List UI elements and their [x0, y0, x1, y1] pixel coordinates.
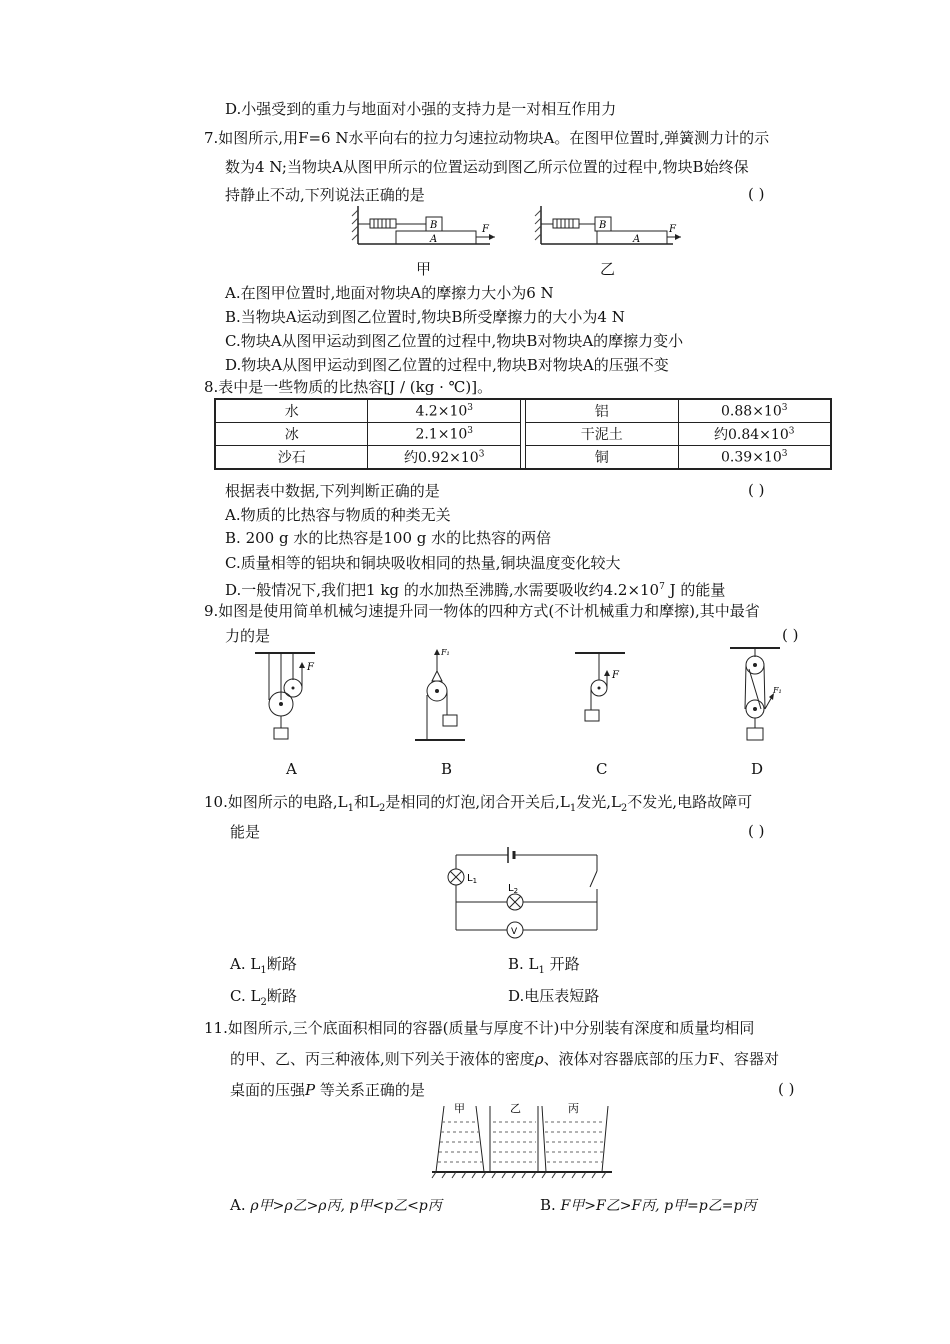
table-cell: $0.88\times 10^3$	[678, 399, 831, 423]
q11-option-b: B. F甲>F乙>F丙, p甲=p乙=p丙	[540, 1196, 757, 1214]
q8-question: 根据表中数据,下列判断正确的是	[225, 482, 440, 500]
table-cell: 干泥土	[526, 423, 678, 446]
table-cell: 铝	[526, 399, 678, 423]
q9-figure-c	[575, 650, 635, 740]
q11-containers-figure	[432, 1100, 614, 1180]
table-cell: 水	[215, 399, 368, 423]
q9-answer-paren: ( )	[782, 626, 799, 644]
q9-figure-a	[255, 650, 325, 745]
q9-label-b: B	[441, 760, 453, 778]
q8-answer-paren: ( )	[748, 481, 765, 499]
q7-option-b: B.当物块A运动到图乙位置时,物块B所受摩擦力的大小为4 N	[225, 308, 625, 326]
table-cell: 冰	[215, 423, 368, 446]
lamp-l1-label: $L_1$	[467, 873, 478, 885]
lamp-l2-label: $L_2$	[508, 883, 519, 895]
q7-jia-label-f: F	[482, 224, 489, 235]
table-cell: 沙石	[215, 446, 368, 470]
specific-heat-table	[214, 398, 832, 470]
q8-stem: 8.表中是一些物质的比热容[J / (kg · ℃)]。	[204, 378, 493, 396]
svg-text:F₁: F₁	[441, 648, 450, 657]
q11-stem-line2: 的甲、乙、丙三种液体,则下列关于液体的密度ρ、液体对容器底部的压力F、容器对	[230, 1050, 780, 1068]
container-jia-label: 甲	[454, 1102, 465, 1115]
q7-figure-jia	[350, 204, 500, 254]
table-cell: 约$0.84\times 10^3$	[678, 423, 831, 446]
table-cell: $0.39\times 10^3$	[678, 446, 831, 470]
q10-option-d: D.电压表短路	[508, 987, 600, 1005]
q7-stem-line1: 7.如图所示,用F=6 N水平向右的拉力匀速拉动物块A。在图甲位置时,弹簧测力计的示	[204, 129, 770, 147]
q9-figure-b	[415, 645, 475, 745]
q7-figure-jia-caption: 甲	[416, 260, 432, 278]
q10-answer-paren: ( )	[748, 822, 765, 840]
q9-figure-d	[725, 645, 785, 745]
q11-option-a: A. ρ甲>ρ乙>ρ丙, p甲<p乙<p丙	[230, 1196, 442, 1214]
table-row	[215, 423, 831, 446]
q7-stem-line2: 数为4 N;当物块A从图甲所示的位置运动到图乙所示位置的过程中,物块B始终保	[225, 158, 749, 176]
q7-yi-label-a: A	[633, 234, 641, 245]
q9-stem-line1: 9.如图是使用简单机械匀速提升同一物体的四种方式(不计机械重力和摩擦),其中最省	[204, 602, 760, 620]
svg-text:F: F	[612, 670, 619, 681]
table-cell: 约$0.92\times 10^3$	[368, 446, 520, 470]
q7-yi-label-f: F	[669, 224, 676, 235]
q10-circuit-diagram	[440, 845, 615, 945]
q7-figure-yi	[533, 204, 683, 254]
q9-label-a: A	[286, 760, 297, 778]
container-bing-label: 丙	[568, 1102, 579, 1115]
q8-option-b: B. 200 g 水的比热容是100 g 水的比热容的两倍	[225, 529, 552, 547]
q6-option-d: D.小强受到的重力与地面对小强的支持力是一对相互作用力	[225, 100, 617, 118]
q10-stem-line1: 10.如图所示的电路$,L_1$和$L_2$是相同的灯泡,闭合开关后$,L_1$发光$,L_2$不发光,电路故障可	[204, 793, 753, 814]
q7-option-a: A.在图甲位置时,地面对物块A的摩擦力大小为6 N	[225, 284, 554, 302]
q7-option-d: D.物块A从图甲运动到图乙位置的过程中,物块B对物块A的压强不变	[225, 356, 669, 374]
table-row	[215, 399, 831, 423]
q7-yi-label-b: B	[599, 220, 607, 231]
q9-stem-line2: 力的是	[225, 627, 271, 645]
q7-jia-label-b: B	[430, 220, 438, 231]
q8-option-c: C.质量相等的铝块和铜块吸收相同的热量,铜块温度变化较大	[225, 554, 621, 572]
q7-answer-paren: ( )	[748, 185, 765, 203]
table-cell: $4.2\times 10^3$	[368, 399, 520, 423]
table-row	[215, 446, 831, 470]
q7-figure-yi-caption: 乙	[600, 260, 616, 278]
q9-label-c: C	[596, 760, 608, 778]
q11-answer-paren: ( )	[778, 1080, 795, 1098]
voltmeter-label: V	[511, 927, 518, 937]
q8-option-d: D.一般情况下,我们把1 kg 的水加热至沸腾,水需要吸收约$4.2\times 10^7$ J 的能量	[225, 581, 726, 599]
q8-option-a: A.物质的比热容与物质的种类无关	[225, 506, 451, 524]
q7-jia-label-a: A	[430, 234, 438, 245]
q9-label-d: D	[751, 760, 764, 778]
q7-option-c: C.物块A从图甲运动到图乙位置的过程中,物块B对物块A的摩擦力变小	[225, 332, 684, 350]
table-cell: $2.1\times 10^3$	[368, 423, 520, 446]
table-cell: 铜	[526, 446, 678, 470]
q10-stem-line2: 能是	[230, 823, 261, 841]
svg-text:F₁: F₁	[773, 686, 782, 695]
svg-text:F: F	[307, 662, 314, 673]
q7-stem-line3: 持静止不动,下列说法正确的是	[225, 186, 425, 204]
q11-stem-line1: 11.如图所示,三个底面积相同的容器(质量与厚度不计)中分别装有深度和质量均相同	[204, 1019, 755, 1037]
q11-stem-line3: 桌面的压强P 等关系正确的是	[230, 1081, 425, 1099]
q10-option-a: A. $L_1$断路	[230, 955, 297, 976]
q10-option-c: C. $L_2$断路	[230, 987, 297, 1008]
q10-option-b: B. $L_1$ 开路	[508, 955, 580, 976]
container-yi-label: 乙	[510, 1102, 521, 1115]
